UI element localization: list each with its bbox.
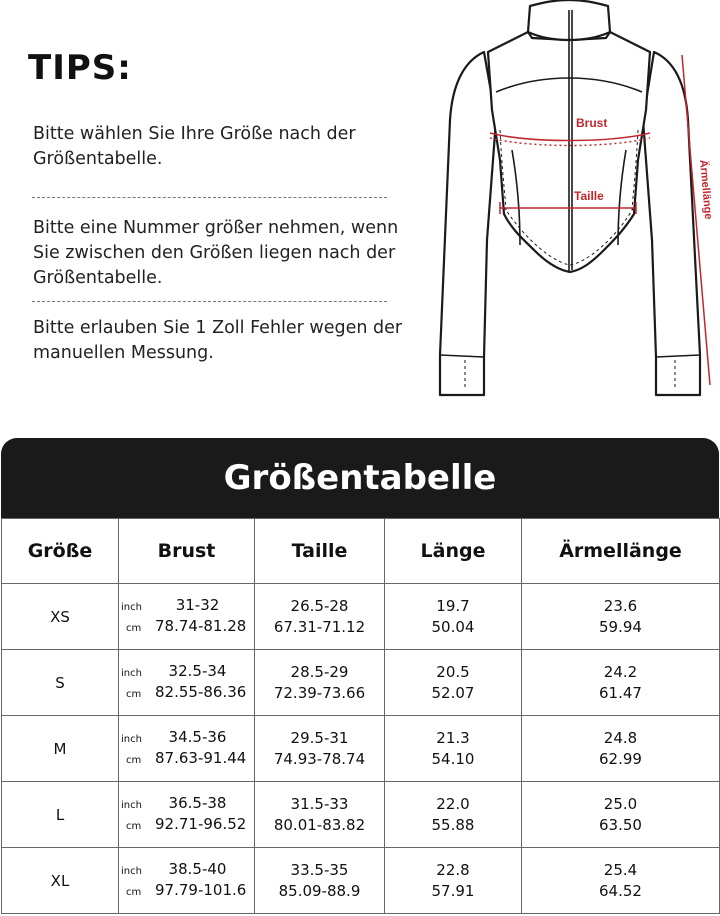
unit-inch-label: inch xyxy=(121,799,142,811)
size-cell: M xyxy=(2,716,119,782)
tip-text-1: Bitte wählen Sie Ihre Größe nach der Größentabelle. xyxy=(33,124,356,169)
taille-cm: 80.01-83.82 xyxy=(273,815,366,834)
size-chart xyxy=(1,438,719,914)
brust-inch: 38.5-40 xyxy=(168,859,227,878)
laenge-cm: 50.04 xyxy=(431,617,475,636)
unit-inch-label: inch xyxy=(121,865,142,877)
jacket-measurement-diagram xyxy=(430,0,720,410)
size-cell: L xyxy=(2,782,119,848)
taille-inch: 33.5-35 xyxy=(290,860,349,879)
tip-divider-2 xyxy=(32,301,387,302)
header-brust: Brust xyxy=(119,519,255,584)
aermel-cell xyxy=(522,782,720,848)
table-row xyxy=(2,716,720,782)
aermel-inch: 25.0 xyxy=(603,794,638,813)
unit-inch-label: inch xyxy=(121,667,142,679)
taille-cm: 85.09-88.9 xyxy=(278,881,361,900)
brust-cell xyxy=(119,584,255,650)
unit-cm-label: cm xyxy=(126,820,142,832)
aermel-inch: 24.2 xyxy=(603,662,638,681)
taille-cell xyxy=(255,650,385,716)
aermel-cell xyxy=(522,716,720,782)
taille-cm: 74.93-78.74 xyxy=(273,749,366,768)
taille-cm: 67.31-71.12 xyxy=(273,617,366,636)
taille-inch: 26.5-28 xyxy=(290,596,349,615)
laenge-cm: 52.07 xyxy=(431,683,475,702)
unit-cm-label: cm xyxy=(126,622,142,634)
laenge-inch: 22.0 xyxy=(436,794,470,813)
header-laenge: Länge xyxy=(385,519,522,584)
unit-inch-label: inch xyxy=(121,733,142,745)
tip-text-3: Bitte erlauben Sie 1 Zoll Fehler wegen der manuellen Messung. xyxy=(33,318,403,363)
aermel-cell xyxy=(522,848,720,914)
table-header-row xyxy=(2,519,720,584)
tip-text-2: Bitte eine Nummer größer nehmen, wenn Sie zwischen den Größen liegen nach der Größentabelle. xyxy=(33,218,399,288)
unit-cm-label: cm xyxy=(126,688,142,700)
aermel-cm: 64.52 xyxy=(599,881,642,900)
brust-inch: 36.5-38 xyxy=(168,793,227,812)
aermel-cm: 62.99 xyxy=(599,749,642,768)
brust-cell xyxy=(119,782,255,848)
laenge-inch: 20.5 xyxy=(436,662,470,681)
aermel-cm: 59.94 xyxy=(599,617,642,636)
brust-inch: 32.5-34 xyxy=(168,661,227,680)
taille-cell xyxy=(255,584,385,650)
brust-cell xyxy=(119,848,255,914)
aermel-inch: 25.4 xyxy=(603,860,638,879)
laenge-cell xyxy=(385,584,522,650)
brust-label: Brust xyxy=(576,116,608,130)
size-cell: XL xyxy=(2,848,119,914)
brust-cm: 92.71-96.52 xyxy=(155,814,247,833)
aermel-cm: 63.50 xyxy=(599,815,642,834)
unit-cm-label: cm xyxy=(126,886,142,898)
unit-inch-label: inch xyxy=(121,601,142,613)
table-row xyxy=(2,584,720,650)
laenge-cell xyxy=(385,848,522,914)
brust-cm: 78.74-81.28 xyxy=(155,616,247,635)
taille-cell xyxy=(255,716,385,782)
brust-cm: 87.63-91.44 xyxy=(155,748,247,767)
brust-cell xyxy=(119,716,255,782)
brust-cm: 82.55-86.36 xyxy=(155,682,247,701)
header-aermellaenge: Ärmellänge xyxy=(522,519,720,584)
aermel-cell xyxy=(522,650,720,716)
aermel-cell xyxy=(522,584,720,650)
brust-inch: 31-32 xyxy=(175,595,220,614)
taille-cm: 72.39-73.66 xyxy=(273,683,366,702)
aermel-inch: 23.6 xyxy=(603,596,638,615)
taille-inch: 31.5-33 xyxy=(290,794,349,813)
brust-cm: 97.79-101.6 xyxy=(155,880,247,899)
laenge-cell xyxy=(385,650,522,716)
size-cell: XS xyxy=(2,584,119,650)
taille-cell xyxy=(255,848,385,914)
table-row xyxy=(2,782,720,848)
brust-inch: 34.5-36 xyxy=(168,727,227,746)
laenge-cell xyxy=(385,782,522,848)
size-chart-title: Größentabelle xyxy=(1,438,719,518)
taille-label: Taille xyxy=(574,189,604,203)
tip-divider-1 xyxy=(32,197,387,198)
aermel-inch: 24.8 xyxy=(603,728,638,747)
brust-cell xyxy=(119,650,255,716)
laenge-cm: 55.88 xyxy=(431,815,475,834)
tips-title: TIPS: xyxy=(28,48,132,88)
laenge-inch: 21.3 xyxy=(436,728,470,747)
laenge-inch: 22.8 xyxy=(436,860,470,879)
laenge-cm: 57.91 xyxy=(431,881,475,900)
table-row xyxy=(2,848,720,914)
aermel-cm: 61.47 xyxy=(599,683,642,702)
unit-cm-label: cm xyxy=(126,754,142,766)
table-row xyxy=(2,650,720,716)
taille-cell xyxy=(255,782,385,848)
laenge-inch: 19.7 xyxy=(436,596,470,615)
sleeve-length-label: Ärmellänge xyxy=(697,159,715,220)
taille-inch: 29.5-31 xyxy=(290,728,349,747)
taille-inch: 28.5-29 xyxy=(290,662,349,681)
size-cell: S xyxy=(2,650,119,716)
header-groesse: Größe xyxy=(2,519,119,584)
header-taille: Taille xyxy=(255,519,385,584)
laenge-cm: 54.10 xyxy=(431,749,475,768)
laenge-cell xyxy=(385,716,522,782)
size-table xyxy=(1,518,720,914)
